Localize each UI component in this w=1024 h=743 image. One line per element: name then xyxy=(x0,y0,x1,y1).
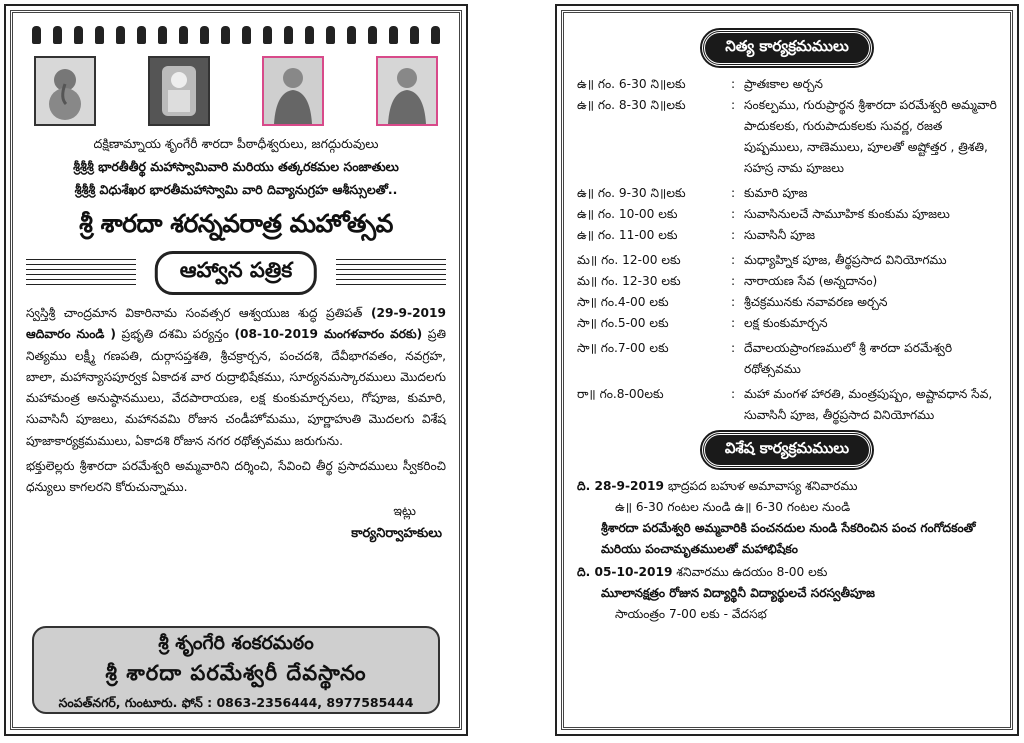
schedule-activity: మహా మంగళ హారతి, మంత్రపుష్పం, అష్టావధాన సేవ, సువాసినీ పూజ, తీర్థప్రసాద వినియోగము xyxy=(744,387,993,422)
para-text-3: ప్రతి నిత్యము లక్ష్మీ గణపతి, దుర్గాసప్తశతి, శ్రీచక్రార్చన, పంచదశి, దేవీభాగవతం, నవగ్రహ, బాలా, మహాన్యాసపూర్వక ఏకాదశ వార రుద్రాభిషేకము, సూర్యనమస్కారములు మొదలగు మహామంత్ర అనుష్ఠానములు, వేదపారాయణ, లక్ష కుంకుమార్చనలు, గోపూజ, కుమారి, సువాసినీ పూజలు, మహానవమి రోజున చండీహోమము, పూర్ణాహుతి మొదలగు విశేష పూజాకార్యక్రమములు, ఏకాదశి రోజున నగర రథోత్సవము జరుగును. xyxy=(26,327,446,448)
para-text-1: స్వస్తిశ్రీ చాంద్రమాన వికారినామ సంవత్సర ఆశ్వయుజ శుద్ధ ప్రతిపత్ xyxy=(26,306,363,320)
special-1-time: ఉ॥ 6-30 గంటల నుండి ఉ॥ 6-30 గంటల నుండి xyxy=(615,500,851,514)
schedule-row xyxy=(577,250,997,271)
temple-address-box xyxy=(32,626,440,714)
special-item-2 xyxy=(577,562,997,583)
schedule-activity: సువాసినులచే సామూహిక కుంకుమ పూజలు xyxy=(744,207,950,221)
schedule-time: ఉ॥ గం. 11-00 లకు xyxy=(577,228,678,242)
schedule-separator: : xyxy=(730,274,736,288)
schedule-activity: ప్రాతఃకాల అర్చన xyxy=(744,77,823,91)
schedule-time: మ॥ గం. 12-00 లకు xyxy=(577,253,681,267)
special-item-1 xyxy=(577,476,997,497)
schedule-separator: : xyxy=(730,98,736,112)
special-2-description: మూలానక్షత్రం రోజున విద్యార్థినీ విద్యార్థులచే సరస్వతీపూజ xyxy=(601,586,875,600)
schedule-time: సా॥ గం.5-00 లకు xyxy=(577,316,669,330)
bharati-tirtha-swamiji-photo xyxy=(262,56,324,126)
daily-schedule-list xyxy=(577,74,997,426)
schedule-separator: : xyxy=(730,207,736,221)
schedule-time: ఉ॥ గం. 8-30 ని॥లకు xyxy=(577,98,686,112)
schedule-activity: లక్ష కుంకుమార్చన xyxy=(744,316,828,330)
schedule-row xyxy=(577,74,997,95)
address-phone: సంపత్‌నగర్, గుంటూరు. ఫోన్ : 0863-2356444, 8977585444 xyxy=(58,695,414,710)
schedule-row xyxy=(577,95,997,179)
schedule-right-panel xyxy=(555,4,1019,736)
schedule-activity: సువాసినీ పూజ xyxy=(744,228,816,242)
schedule-time: సా॥ గం.7-00 లకు xyxy=(577,341,669,355)
matham-name: శ్రీ శృంగేరి శంకరమఠం xyxy=(158,632,314,654)
invitation-paragraph xyxy=(26,303,446,452)
schedule-time: ఉ॥ గం. 9-30 ని॥లకు xyxy=(577,186,686,200)
bell-garland-decoration xyxy=(26,26,446,52)
special-2-date: ది. 05-10-2019 xyxy=(577,565,673,579)
end-date: (08-10-2019 మంగళవారం వరకు) xyxy=(234,327,423,342)
ganesha-photo xyxy=(34,56,96,126)
schedule-row xyxy=(577,204,997,225)
temple-name: శ్రీ శారదా పరమేశ్వరీ దేవస్థానం xyxy=(105,661,367,685)
invitation-banner xyxy=(26,249,446,295)
schedule-separator: : xyxy=(730,295,736,309)
daily-programs-heading: నిత్య కార్యక్రమములు xyxy=(702,30,872,66)
special-1-description: శ్రీశారదా పరమేశ్వరి అమ్మవారికి పంచనదుల నుండి సేకరించిన పంచ గంగోదకంతో మరియు పంచామృతములతో మహాభిషేకం xyxy=(601,521,976,556)
special-2-evening: సాయంత్రం 7-00 లకు - వేదసభ xyxy=(615,607,767,621)
header-line-1: దక్షిణామ్నాయ శృంగేరీ శారదా పీఠాధీశ్వరులు, జగద్గురువులు xyxy=(93,136,379,151)
invitation-left-panel xyxy=(4,4,468,736)
schedule-separator: : xyxy=(730,387,736,401)
schedule-activity: నారాయణ సేవ (అన్నదానం) xyxy=(744,274,878,288)
special-programs-list xyxy=(577,476,997,625)
header-line-2: శ్రీశ్రీశ్రీ భారతీతీర్థ మహాస్వామివారి మరియు తత్కరకమల సంజాతులు xyxy=(73,159,399,174)
schedule-activity: మధ్యాహ్నిక పూజ, తీర్థప్రసాద వినియోగము xyxy=(744,253,947,267)
vidhushekhara-swamiji-photo xyxy=(376,56,438,126)
schedule-activity: శ్రీచక్రమునకు నవావరణ అర్చన xyxy=(744,295,888,309)
schedule-row xyxy=(577,271,997,292)
organizers-label: కార్యనిర్వాహకులు xyxy=(351,525,442,541)
schedule-time: రా॥ గం.8-00లకు xyxy=(577,387,664,401)
schedule-time: సా॥ గం.4-00 లకు xyxy=(577,295,669,309)
special-1-title: భాద్రపద బహుళ అమావాస్య శనివారము xyxy=(663,479,858,493)
start-date: (29-9-2019 ఆదివారం నుండి ) xyxy=(26,306,447,342)
invitation-label: ఆహ్వాన పత్రిక xyxy=(155,251,317,295)
schedule-row xyxy=(577,292,997,313)
schedule-separator: : xyxy=(730,77,736,91)
schedule-time: ఉ॥ గం. 10-00 లకు xyxy=(577,207,678,221)
schedule-activity: దేవాలయప్రాంగణములో శ్రీ శారదా పరమేశ్వరి రథోత్సవము xyxy=(744,341,953,376)
schedule-time: మ॥ గం. 12-30 లకు xyxy=(577,274,681,288)
devotees-paragraph: భక్తులెల్లరు శ్రీశారదా పరమేశ్వరి అమ్మవారిని దర్శించి, సేవించి తీర్థ ప్రసాదములు స్వీకరించి ధన్యులు కాగలరని కోరుచున్నాము. xyxy=(26,459,446,495)
special-programs-heading: విశేష కార్యక్రమములు xyxy=(702,432,872,468)
schedule-row xyxy=(577,384,997,426)
schedule-activity: సంకల్పము, గురుప్రార్థన శ్రీశారదా పరమేశ్వరి అమ్మవారి పాదుకలకు, గురుపాదుకలకు సువర్ణ, రజత పుష్పములు, నాణెములు, పూలతో అష్టోత్తర , త్రిశతి, సహస్ర నామ పూజలు xyxy=(744,98,997,175)
special-2-title: శనివారము ఉదయం 8-00 లకు xyxy=(672,565,828,579)
schedule-separator: : xyxy=(730,253,736,267)
schedule-row xyxy=(577,183,997,204)
festival-title: శ్రీ శారదా శరన్నవరాత్ర మహోత్సవ xyxy=(79,209,393,238)
schedule-activity: కుమారి పూజ xyxy=(744,186,808,200)
header-line-3: శ్రీశ్రీశ్రీ విధుశేఖర భారతీమహాస్వామి వారి దివ్యానుగ్రహ ఆశీస్సులతో.. xyxy=(74,182,398,197)
para-text-2: ప్రభృతి దశమి పర్యన్తం xyxy=(115,327,235,342)
schedule-separator: : xyxy=(730,228,736,242)
sign-off: ఇట్లు xyxy=(393,502,416,518)
schedule-row xyxy=(577,225,997,246)
schedule-separator: : xyxy=(730,186,736,200)
schedule-time: ఉ॥ గం. 6-30 ని॥లకు xyxy=(577,77,686,91)
schedule-row xyxy=(577,313,997,334)
sharada-deity-photo xyxy=(148,56,210,126)
special-1-date: ది. 28-9-2019 xyxy=(577,479,664,493)
schedule-separator: : xyxy=(730,341,736,355)
schedule-separator: : xyxy=(730,316,736,330)
schedule-row xyxy=(577,338,997,380)
